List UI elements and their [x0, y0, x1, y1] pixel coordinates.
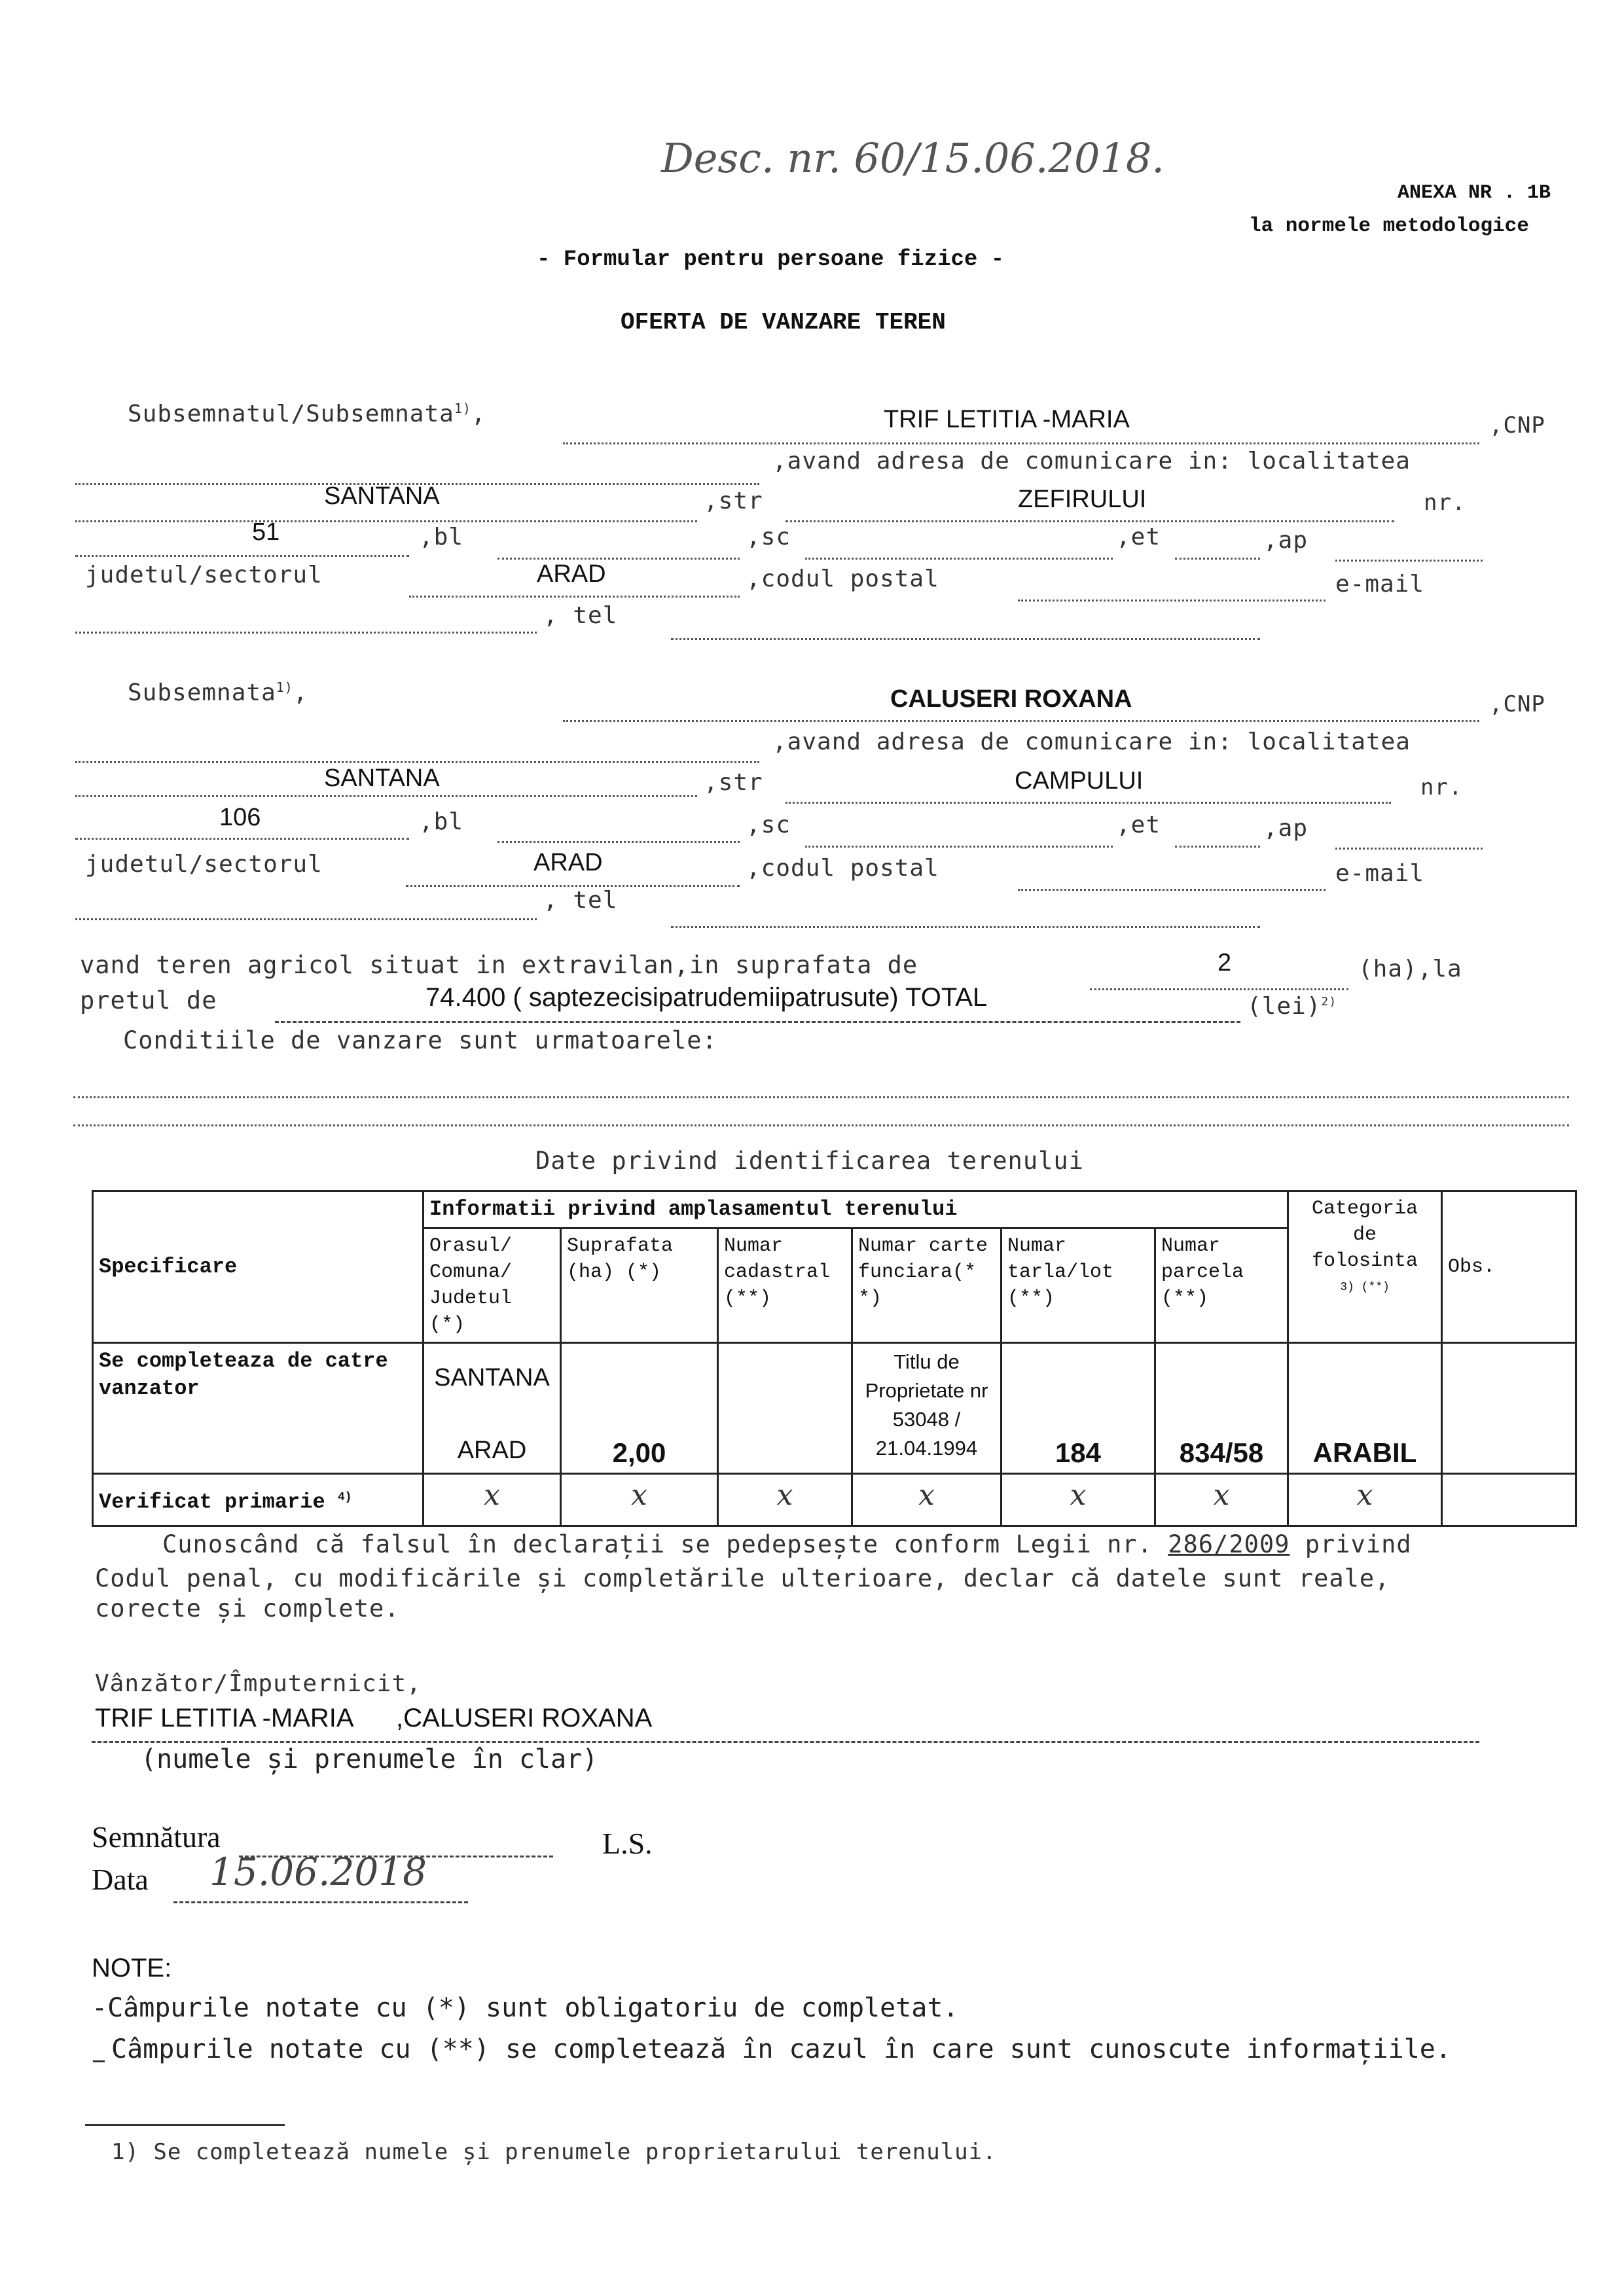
sc2-line — [805, 846, 1113, 848]
ap1-label: ,ap — [1263, 527, 1308, 554]
seller2-nr: 106 — [219, 804, 261, 831]
footnote-rule — [85, 2124, 285, 2126]
note-1: -Câmpurile notate cu (*) sunt obligatoriu de completat. — [92, 1993, 959, 2023]
localitate2-line — [75, 795, 697, 797]
pret-line — [275, 1021, 1240, 1023]
cell-categoria: ARABIL — [1288, 1343, 1442, 1474]
header-orasul: Orasul/ Comuna/ Judetul (*) — [424, 1229, 561, 1343]
note-2-dash — [93, 2060, 105, 2062]
tel1-label: , tel — [543, 602, 618, 629]
localitate1-line — [75, 520, 697, 522]
str1-line — [785, 520, 1394, 522]
pretul-label: pretul de — [80, 986, 217, 1014]
cnp2-line — [75, 761, 759, 763]
codul1-line — [1018, 600, 1326, 601]
nr2-label: nr. — [1420, 774, 1463, 800]
nr2-line — [75, 838, 409, 840]
mark-parcela: x — [1155, 1474, 1288, 1526]
suprafata-value: 2 — [1218, 949, 1232, 977]
header-tarla: Numar tarla/lot (**) — [1001, 1229, 1155, 1343]
cell-suprafata: 2,00 — [561, 1343, 718, 1474]
table-caption: Date privind identificarea terenului — [535, 1147, 1084, 1175]
vanzator-label: Vânzător/Împuternicit, — [95, 1670, 422, 1697]
mark-orasul: x — [424, 1474, 561, 1526]
declaration-line1: Cunoscând că falsul în declarații se pedepsește conform Legii nr. 286/2009 privind — [162, 1530, 1412, 1558]
codul2-label: ,codul postal — [746, 855, 939, 882]
header-obs: Obs. — [1442, 1191, 1576, 1343]
cell-carte: Titlu de Proprietate nr 53048 / 21.04.1994 — [852, 1343, 1001, 1474]
mark-categoria: x — [1288, 1474, 1442, 1526]
cell-tarla: 184 — [1001, 1343, 1155, 1474]
codul2-line — [1018, 889, 1326, 891]
ap2-label: ,ap — [1263, 815, 1308, 842]
sc1-line — [805, 558, 1113, 560]
suprafata-line — [1090, 988, 1348, 990]
avand1-label: ,avand adresa de comunicare in: localitatea — [772, 448, 1411, 475]
mark-obs — [1442, 1474, 1576, 1526]
bl2-line — [497, 841, 740, 843]
header-carte: Numar carte funciara(* *) — [852, 1229, 1001, 1343]
tel2-label: , tel — [543, 887, 618, 914]
judet1-label: judetul/sectorul — [85, 562, 323, 588]
note-2: Câmpurile notate cu (**) se completează în cazul în care sunt cunoscute informațiile. — [111, 2034, 1451, 2064]
header-suprafata: Suprafata (ha) (*) — [561, 1229, 718, 1343]
footnote-1: 1) Se completează numele și prenumele proprietarului terenului. — [111, 2139, 997, 2165]
header-parcela: Numar parcela (**) — [1155, 1229, 1288, 1343]
bl2-label: ,bl — [419, 808, 464, 835]
judet1-line — [409, 596, 740, 598]
tel2-line — [671, 926, 1260, 928]
et2-label: ,et — [1116, 812, 1161, 838]
et2-line — [1175, 846, 1260, 848]
ap2-line — [1335, 848, 1483, 850]
mark-carte: x — [852, 1474, 1001, 1526]
judet2-label: judetul/sectorul — [85, 851, 323, 878]
cell-orasul: SANTANA ARAD — [424, 1343, 561, 1474]
name2-line — [563, 720, 1479, 722]
conditii-label: Conditiile de vanzare sunt urmatoarele: — [123, 1026, 717, 1054]
seller1-localitate: SANTANA — [324, 482, 440, 510]
codul1-label: ,codul postal — [746, 565, 939, 592]
header-cadastral: Numar cadastral (**) — [718, 1229, 852, 1343]
page-title: OFERTA DE VANZARE TEREN — [621, 309, 946, 336]
land-table — [92, 1190, 1577, 1527]
ha-label: (ha),la — [1358, 956, 1462, 982]
declaration-line3: corecte și complete. — [95, 1594, 400, 1623]
names-line — [92, 1741, 1479, 1743]
semnatura-label: Semnătura — [92, 1820, 221, 1854]
conditii-line1 — [73, 1096, 1569, 1098]
email2-label: e-mail — [1335, 860, 1425, 887]
header-categoria: Categoria de folosinta 3) (**) — [1288, 1191, 1442, 1343]
annex-normele: la normele metodologice — [1249, 215, 1529, 238]
str1-label: ,str — [704, 488, 763, 514]
avand2-label: ,avand adresa de comunicare in: localitatea — [772, 728, 1411, 755]
header-informatii: Informatii privind amplasamentul terenului — [424, 1191, 1288, 1229]
conditii-line2 — [73, 1124, 1569, 1126]
seller1-nr: 51 — [252, 518, 280, 546]
seller1-judet: ARAD — [537, 560, 606, 588]
sc1-label: ,sc — [746, 524, 791, 550]
str2-line — [785, 802, 1391, 804]
seller2-strada: CAMPULUI — [1015, 767, 1144, 795]
seller1-strada: ZEFIRULUI — [1018, 486, 1147, 513]
email1-line — [75, 632, 537, 634]
lei-label: (lei)$^{2)}$ — [1247, 993, 1337, 1020]
cnp2-label: ,CNP — [1489, 691, 1545, 717]
seller2-localitate: SANTANA — [324, 764, 440, 792]
data-value: 15.06.2018 — [209, 1850, 427, 1894]
data-label: Data — [92, 1863, 149, 1896]
seller-names: TRIF LETITIA -MARIA ,CALUSERI ROXANA — [95, 1704, 653, 1732]
annex-number: ANEXA NR . 1B — [1398, 182, 1551, 204]
cell-cadastral — [718, 1343, 852, 1474]
bl1-label: ,bl — [419, 524, 464, 550]
nr1-line — [75, 555, 409, 557]
numele-label: (numele și prenumele în clar) — [141, 1744, 598, 1774]
seller2-name: CALUSERI ROXANA — [890, 685, 1132, 713]
str2-label: ,str — [704, 769, 763, 796]
data-line — [173, 1901, 468, 1903]
mark-tarla: x — [1001, 1474, 1155, 1526]
registration-handwriting: Desc. nr. 60/15.06.2018. — [661, 134, 1165, 182]
header-specificare: Specificare — [93, 1191, 424, 1343]
declaration-line2: Codul penal, cu modificările și completările ulterioare, declar că datele sunt reale, — [95, 1564, 1390, 1592]
tel1-line — [671, 638, 1260, 640]
ap1-line — [1335, 560, 1483, 562]
mark-cadastral: x — [718, 1474, 852, 1526]
row-primarie-label: Verificat primarie $^{4)}$ — [93, 1474, 424, 1526]
seller1-name: TRIF LETITIA -MARIA — [884, 406, 1130, 433]
name1-line — [563, 442, 1479, 444]
bl1-line — [497, 558, 740, 560]
et1-line — [1175, 558, 1260, 560]
nr1-label: nr. — [1424, 490, 1466, 516]
notes-title: NOTE: — [92, 1954, 172, 1982]
vand-label: vand teren agricol situat in extravilan,in suprafata de — [80, 951, 918, 979]
ls-label: L.S. — [602, 1827, 653, 1860]
seller2-judet: ARAD — [533, 849, 603, 876]
et1-label: ,et — [1116, 524, 1161, 550]
cell-parcela: 834/58 — [1155, 1343, 1288, 1474]
sc2-label: ,sc — [746, 812, 791, 838]
email2-line — [75, 918, 537, 920]
email1-label: e-mail — [1335, 571, 1425, 598]
pret-value: 74.400 ( saptezecisipatrudemiipatrusute) TOTAL — [425, 983, 988, 1012]
subsemnata-label: Subsemnata$^{1)}$, — [128, 679, 308, 706]
subsemnatul-label: Subsemnatul/Subsemnata$^{1)}$, — [128, 401, 486, 427]
mark-suprafata: x — [561, 1474, 718, 1526]
cnp1-label: ,CNP — [1489, 412, 1545, 439]
row-vanzator-label: Se completeaza de catre vanzator — [93, 1343, 424, 1474]
form-type: - Formular pentru persoane fizice - — [537, 247, 1005, 272]
cell-obs — [1442, 1343, 1576, 1474]
